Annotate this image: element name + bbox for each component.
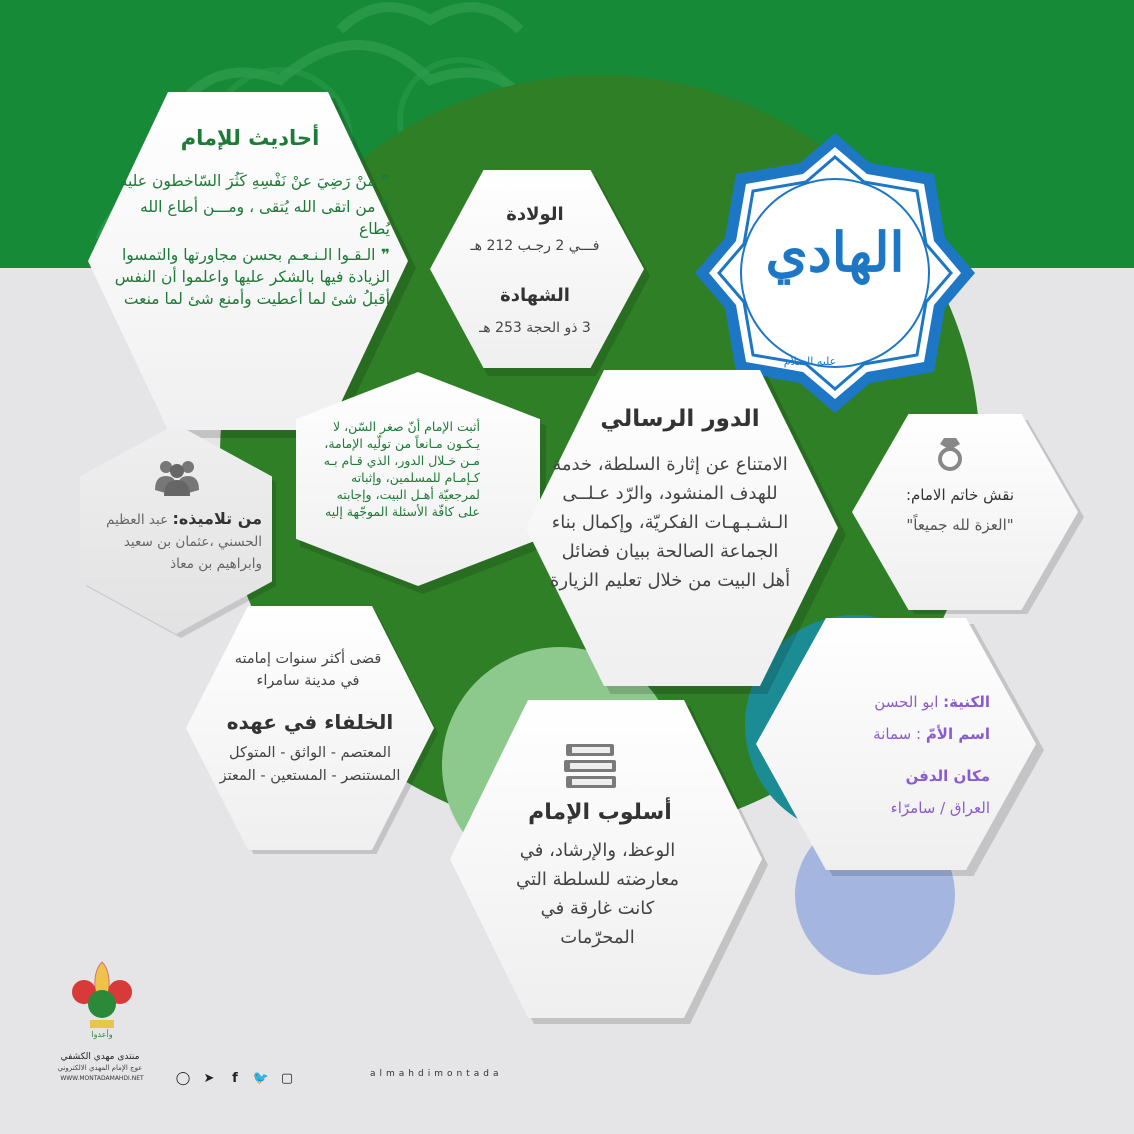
mission-title: الدور الرسالي [600, 406, 760, 432]
age-note: أثبت الإمام أنّ صغر السّن، لا يـكـون مـانعاً من تولّيه الإمامة، مـن خـلال الدور، الذي قـام بـه كـإمـام للمسلمين، وإثباته لمرجعيّة أهـل البيت، وإجابته على كافّة الأسئلة الموجّهة إليه [323, 419, 480, 519]
birth-date: فـــي 2 رجـب 212 هـ [470, 238, 600, 254]
website[interactable]: WWW.MONTADAMAHDI.NET [60, 1075, 144, 1082]
quote-icon: ❞ [375, 172, 390, 190]
mother-label: اسم الأمّ [925, 725, 990, 743]
style-title: أسلوب الإمام [528, 800, 672, 825]
students-text [92, 508, 262, 575]
students-names: عبد العظيم الحسني ،عثمان بن سعيد وابراهيم بن معاذ [106, 512, 262, 572]
books-icon [562, 742, 620, 792]
caliphs-title: الخلفاء في عهده [226, 710, 394, 734]
instagram-icon[interactable]: ▢ [280, 1071, 294, 1086]
caliphs-list: المعتصم - الواثق - المتوكل المستنصر - المستعين - المعتز [219, 745, 401, 784]
group-icon [152, 458, 202, 498]
hadith-title: أحاديث للإمام [180, 126, 320, 150]
hadith-item: ❞ منْ رَضِيَ عنْ نَفْسِهِ كَثُرَ السّاخطون عليه [119, 172, 390, 190]
mission-body: الامتناع عن إثارة السلطة، خدمة للهدف المنشود، والرّد عـلــى الـشـبـهـات الفكريّة، وإكمال بناء الجماعة الصالحة ببيان فضائل أهل البيت من خلال تعليم الزيارة [549, 454, 791, 591]
ring-value: "العزة لله جميعاً" [906, 516, 1014, 534]
hadith-item: ❞ الـقـوا الـنـعـم بحسن مجاورتها والتمسوا الزيادة فيها بالشكر عليها واعلموا أن النفس أقبلُ شئ لما أعطيت وأمنع شئ لما منعت [114, 246, 390, 308]
emblem-subtitle: عليه السلام [783, 355, 837, 368]
students-label: من تلاميذه: [172, 509, 262, 528]
kunya-row [810, 686, 990, 718]
ring-icon [934, 436, 966, 472]
hadith-list [110, 170, 390, 310]
death-date: 3 ذو الحجة 253 هـ [479, 320, 591, 336]
telegram-icon[interactable]: ➤ [203, 1071, 215, 1086]
emblem-calligraphy: الهادي [765, 220, 905, 284]
birth-title: الولادة [506, 204, 564, 225]
death-title: الشهادة [500, 285, 570, 306]
quote-icon: ❞ [375, 246, 390, 264]
kunya-value: ابو الحسن [874, 693, 939, 711]
facebook-icon[interactable]: f [232, 1071, 238, 1086]
hadith-item: ❞ من اتقى الله يُتقى ، ومـــن أطاع الله يُطاع [140, 198, 390, 238]
org-name: منتدى مهدي الكشفي [60, 1052, 140, 1062]
social-bar [170, 1067, 300, 1086]
ring-label: نقش خاتم الامام: [905, 486, 1015, 504]
mother-value: : سمانة [873, 725, 922, 743]
burial-label: مكان الدفن [905, 767, 990, 785]
org-subtitle: عوج الإمام المهدي الالكتروني [57, 1064, 143, 1072]
social-handle[interactable]: almahdimontada [370, 1069, 503, 1079]
burial-value: العراق / سامرّاء [890, 799, 990, 817]
twitter-icon[interactable]: 🐦 [252, 1071, 270, 1086]
quote-icon: ❞ [375, 198, 390, 216]
mother-row [810, 718, 990, 750]
info-text [810, 686, 990, 824]
caliphs-intro: قضى أكثر سنوات إمامته في مدينة سامراء [234, 651, 382, 689]
kunya-label: الكنية: [943, 693, 990, 711]
slogan-ribbon: وأعدوا [91, 1030, 113, 1039]
style-body: الوعظ، والإرشاد، في معارضته للسلطة التي كانت غارقة في المحرّمات [515, 840, 680, 948]
whatsapp-icon[interactable]: ◯ [175, 1071, 191, 1086]
